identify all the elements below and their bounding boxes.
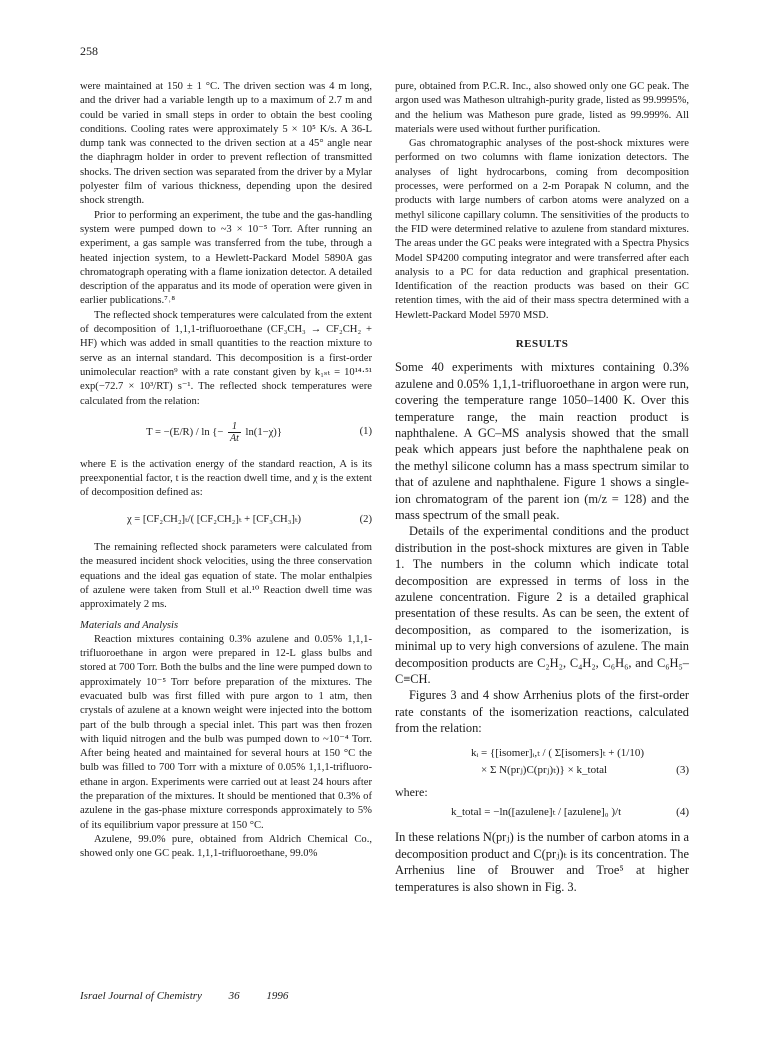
paragraph: The reflected shock temperatures were calculated from the extent of decomposition of 1,1,1-trifluoroethane (CF₃CH₃ → CF₂CH₂ + HF) which was added in small quantities to the reaction mixture to serve as an internal standard. This decomposition is a first-order unimolecular reaction⁹ with a rate constant given by k₁ₛₜ = 10¹⁴·⁵¹ exp(−72.7 × 10³/RT) s⁻¹. The reflected shock temperatures were calculated from the relation:: [80, 309, 372, 407]
paragraph: where E is the activation energy of the standard reaction, A is its preexponential factor, t is the reaction dwell time, and χ is the extent of decomposition defined as:: [80, 458, 372, 499]
left-column: [80, 80, 372, 862]
equation-number: (4): [676, 805, 689, 818]
equation-number: (3): [676, 763, 689, 776]
equation-2-body: χ = [CF₂CH₂]ₜ/( [CF₂CH₂]ₜ + [CF₃CH₃]ₜ): [126, 513, 302, 525]
paragraph: The remaining reflected shock parameters were calculated from the measured incident shock velocities, using the three conservation equations and the ideal gas equation of state. The molar enthalpies of azulene were taken from Stull et al.¹⁰ Reaction dwell time was approximately 2 ms.: [80, 542, 372, 611]
journal-footer: [80, 990, 312, 1002]
equation-2: [80, 513, 372, 527]
equation-1-fraction: [228, 421, 241, 444]
paragraph: Gas chromatographic analyses of the post-shock mixtures were performed on two columns with flame ionization detectors. The analyses of light hydrocarbons, coming from decomposition processes, were performed on a 2-m Porapak N column, and the products with large numbers of carbon atoms were analyzed on a methyl silicone capillary column. The sensitivities of the products to the FID were determined relative to azulene from standard mixtures. The areas under the GC peaks were integrated with a Spectra Physics Model SP4200 computing integrator and were transferred after each analysis to a PC for data reduction and graphical presentation. Identification of the reaction products was based on their GC retention times, with the aid of their mass spectra determined with a Hewlett-Packard Model 5970 MSD.: [395, 138, 689, 321]
paragraph: Details of the experimental conditions and the product distribution in the post-shock mixtures are given in Table 1. The numbers in the column which indicate total decomposition are expressed in terms of loss in the azulene concentration. Figure 2 is a detailed graphical presentation of these results. As can be seen, the extent of decomposition, as compared to the isomerization, is minimal up to very high conversions of azulene. The main decomposition products are C₂H₂, C₄H₂, C₆H₆, and C₆H₅–C≡CH.: [395, 524, 689, 687]
where-label: where:: [395, 784, 428, 799]
equation-4-body: k_total = −ln([azulene]ₜ / [azulene]₀ )/t: [451, 805, 622, 818]
equation-1: [80, 421, 372, 444]
paragraph: Azulene, 99.0% pure, obtained from Aldrich Chemical Co., showed only one GC peak. 1,1,1-trifluoroethane, 99.0%: [80, 833, 372, 860]
subsection-heading: Materials and Analysis: [80, 619, 179, 631]
results-text-continued: [395, 829, 689, 895]
equation-3: [395, 745, 689, 779]
section-heading: RESULTS: [515, 338, 569, 351]
equation-3-line-2: × Σ N(prⱼ)C(prⱼ)ₜ)} × k_total: [481, 763, 608, 776]
journal-volume: 36: [228, 990, 240, 1002]
paragraph: Some 40 experiments with mixtures containing 0.3% azulene and 0.05% 1,1,1-trifluoroethane in argon were run, covering the temperature range 1050–1400 K. Over this temperature range, the main reaction product is naphthalene. A GC–MS analysis showed that the small peak which appears just before the naphthalene peak on the methyl silicone column has a mass spectrum similar to that of azulene and naphthalene. Figure 1 shows a single-ion chromatogram of the parent ion (m/z = 128) and the mass spectrum of the small peak.: [395, 360, 689, 522]
paragraph: pure, obtained from P.C.R. Inc., also showed only one GC peak. The argon used was Matheson ultrahigh-purity grade, listed as 99.9995%, and the helium was Matheson pure grade, listed as 99.999%. All materials were used without further purification.: [395, 81, 689, 135]
equation-4: [395, 805, 689, 819]
fraction-denominator: At: [230, 432, 239, 444]
right-column: [395, 80, 689, 895]
equation-1-right: ln(1−χ)}: [245, 426, 282, 438]
results-text: [395, 359, 689, 736]
paragraph: were maintained at 150 ± 1 °C. The driven section was 4 m long, and the driver had a variable length up to a maximum of 2.7 m and could be varied in small steps in order to obtain the best cooling conditions. Cooling rates were approximately 5 × 10⁵ K/s. A 36-L dump tank was connected to the driven section at a 45° angle near the diaphragm holder in order to prevent reflection of transmitted shocks. The driven section was separated from the driver by a Mylar polyester film of various thickness, depending upon the desired shock strength.: [80, 81, 372, 207]
paragraph: Reaction mixtures containing 0.3% azulene and 0.05% 1,1,1-trifluoroethane in argon were prepared in 12-L glass bulbs and stored at 700 Torr. Both the bulbs and the line were pumped down to approximately 10⁻⁵ Torr before preparation of the mixtures. The evacuated bulb was first filled with pure argon to 1 atm, then crystals of azulene at a known weight were injected into the bottom part of the bulb through a special inlet. This part was then frozen with liquid nitrogen and the bulb was pumped down to ~10⁻⁴ Torr. After being heated and maintained for several hours at 150 °C the bulb was filled to 700 Torr with a mixture of 0.05% 1,1,1-trifluoro-ethane in argon. Experiments were carried out at least 24 hours after the preparation of the mixtures. It should be mentioned that 0.3% of azulene in the gas-phase mixture corresponds approximately to 5% of its equilibrium vapor pressure at 150 °C.: [80, 633, 372, 831]
journal-year: 1996: [266, 990, 289, 1002]
equation-1-left: T = −(E/R) / ln {−: [146, 426, 224, 438]
journal-name: Israel Journal of Chemistry: [80, 990, 202, 1002]
equation-number: (2): [359, 513, 372, 525]
page-number: 258: [80, 44, 98, 58]
equation-3-line-1: kᵢ = {[isomer]ᵢ,ₜ / ( Σ[isomers]ₜ + (1/10): [471, 746, 645, 759]
paragraph: Prior to performing an experiment, the tube and the gas-handling system were pumped down to ~3 × 10⁻⁵ Torr. After running an experiment, a gas sample was transferred from the tube, through a heated injection system, to a Hewlett-Packard Model 5890A gas chromatograph operating with a flame ionization detector. A detailed description of the apparatus and its mode of operation were given in earlier publications.⁷˒⁸: [80, 209, 372, 307]
equation-number: (1): [359, 426, 372, 438]
fraction-numerator: 1: [228, 421, 241, 433]
paragraph: Figures 3 and 4 show Arrhenius plots of the first-order rate constants of the isomerization reactions, calculated from the relation:: [395, 688, 689, 736]
paragraph: In these relations N(prⱼ) is the number of carbon atoms in a decomposition product and C(prⱼ)ₜ is its concentration. The Arrhenius line of Brouwer and Troe⁵ at higher temperatures is also shown in Fig. 3.: [395, 830, 689, 894]
